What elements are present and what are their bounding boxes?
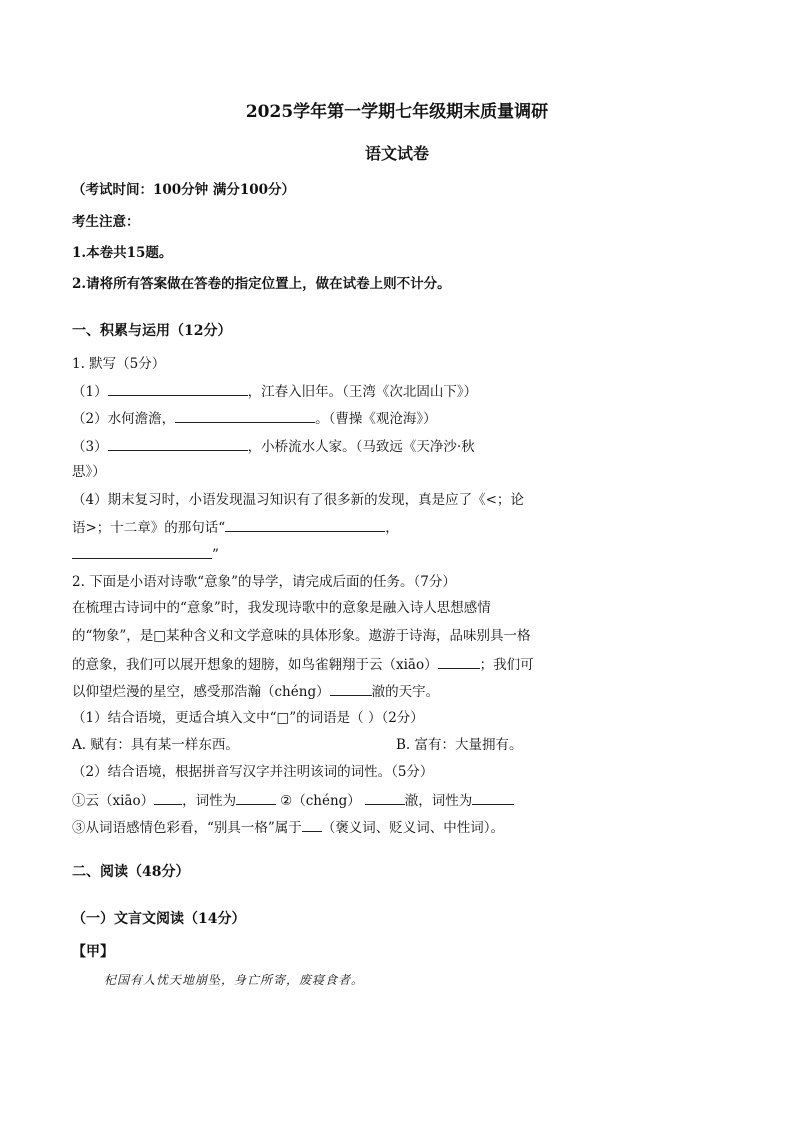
answer-blank[interactable] (108, 381, 248, 396)
q2-passage-line-1: 在梳理古诗词中的“意象”时，我发现诗歌中的意象是融入诗人思想感情 (72, 600, 491, 616)
answer-blank[interactable] (365, 790, 405, 805)
q1-sub2-text-a: （2）水何澹澹， (72, 411, 176, 427)
q2-option-b: B. 富有：大量拥有。 (396, 737, 523, 753)
q1-sub3-text: ，小桥流水人家。（马致远《天净沙·秋 (247, 439, 475, 455)
q2-r1-c: ②（chéng） (280, 793, 361, 809)
answer-blank[interactable] (154, 790, 182, 805)
q1-sub4-a: （4）期末复习时，小语发现温习知识有了很多新的发现，真是应了《<；论 (72, 492, 524, 508)
answer-blank[interactable] (72, 544, 212, 559)
notice-item-1: 1.本卷共15题。 (72, 245, 173, 261)
q2-passage-line-4 (72, 681, 439, 702)
q2-sub2-row-2 (72, 817, 504, 838)
answer-blank[interactable] (438, 654, 480, 669)
q1-sub4-text-b: 语>；十二章》的那句话“ (72, 520, 226, 536)
q2-r1-d: 澈，词性为 (404, 793, 473, 809)
q1-stem: 1. 默写（5分） (72, 356, 166, 372)
page-title: 2025学年第一学期七年级期末质量调研 (245, 102, 549, 122)
q2-r1-a: ①云（xiāo） (72, 793, 155, 809)
q2-p4-text-a: 以仰望烂漫的星空，感受那浩瀚（chéng） (72, 684, 330, 700)
q2-r2-a: ③从词语感情色彩看，“别具一格”属于 (72, 820, 302, 836)
q1-sub1 (72, 381, 477, 402)
q1-sub4-comma: ， (385, 520, 399, 536)
q1-sub1-text: ，江春入旧年。（王湾《次北固山下》） (247, 384, 478, 400)
q2-option-a: A. 赋有：具有某一样东西。 (72, 737, 239, 753)
section-1-title: 一、积累与运用（12分） (72, 323, 232, 339)
exam-info: （考试时间：100分钟 满分100分） (72, 182, 296, 198)
q2-sub2: （2）结合语境，根据拼音写汉字并注明该词的词性。（5分） (72, 764, 434, 780)
notice-item-2: 2.请将所有答案做在答卷的指定位置上，做在试卷上则不计分。 (72, 276, 451, 292)
q2-sub1: （1）结合语境，更适合填入文中“□”的词语是（ ）（2分） (72, 710, 424, 726)
q1-sub4-b (72, 517, 399, 538)
answer-blank[interactable] (175, 408, 315, 423)
q1-sub3 (72, 436, 475, 457)
q1-sub2-text-b: 。（曹操《观沧海》） (315, 411, 437, 427)
answer-blank[interactable] (472, 790, 514, 805)
notice-title: 考生注意： (72, 214, 140, 230)
q2-passage-line-2: 的“物象”，是□某种含义和文学意味的具体形象。遨游于诗海，品味别具一格 (72, 628, 531, 644)
q2-passage-line-3 (72, 654, 534, 675)
q2-p4-text-b: 澈的天宇。 (371, 684, 440, 700)
q2-p3-text-b: ；我们可 (479, 657, 534, 673)
page-subtitle: 语文试卷 (364, 144, 429, 163)
q1-sub4-c (72, 544, 219, 565)
q1-sub4-quote: ” (212, 547, 219, 563)
q1-sub2 (72, 408, 437, 429)
answer-blank[interactable] (236, 790, 276, 805)
q2-r1-b: ，词性为 (182, 793, 237, 809)
q2-p3-text-a: 的意象，我们可以展开想象的翅膀，如鸟雀翱翔于云（xiāo） (72, 657, 438, 673)
reading-part-1-title: （一）文言文阅读（14分） (72, 911, 246, 927)
q2-r2-b: （褒义词、贬义词、中性词）。 (321, 820, 505, 836)
answer-blank[interactable] (330, 681, 372, 696)
q1-sub3-num: （3） (72, 439, 108, 455)
answer-blank[interactable] (225, 517, 385, 532)
section-2-title: 二、阅读（48分） (72, 864, 190, 880)
answer-blank[interactable] (108, 436, 248, 451)
q2-sub2-row-1 (72, 790, 514, 811)
q1-sub3-cont: 思》） (72, 464, 106, 480)
answer-blank[interactable] (302, 817, 322, 832)
q1-sub1-num: （1） (72, 384, 108, 400)
passage-jia-label: 【甲】 (72, 944, 114, 960)
classical-passage-line: 杞国有人忧天地崩坠，身亡所寄，废寝食者。 (104, 973, 365, 987)
q2-stem: 2. 下面是小语对诗歌“意象”的导学，请完成后面的任务。（7分） (72, 574, 456, 590)
